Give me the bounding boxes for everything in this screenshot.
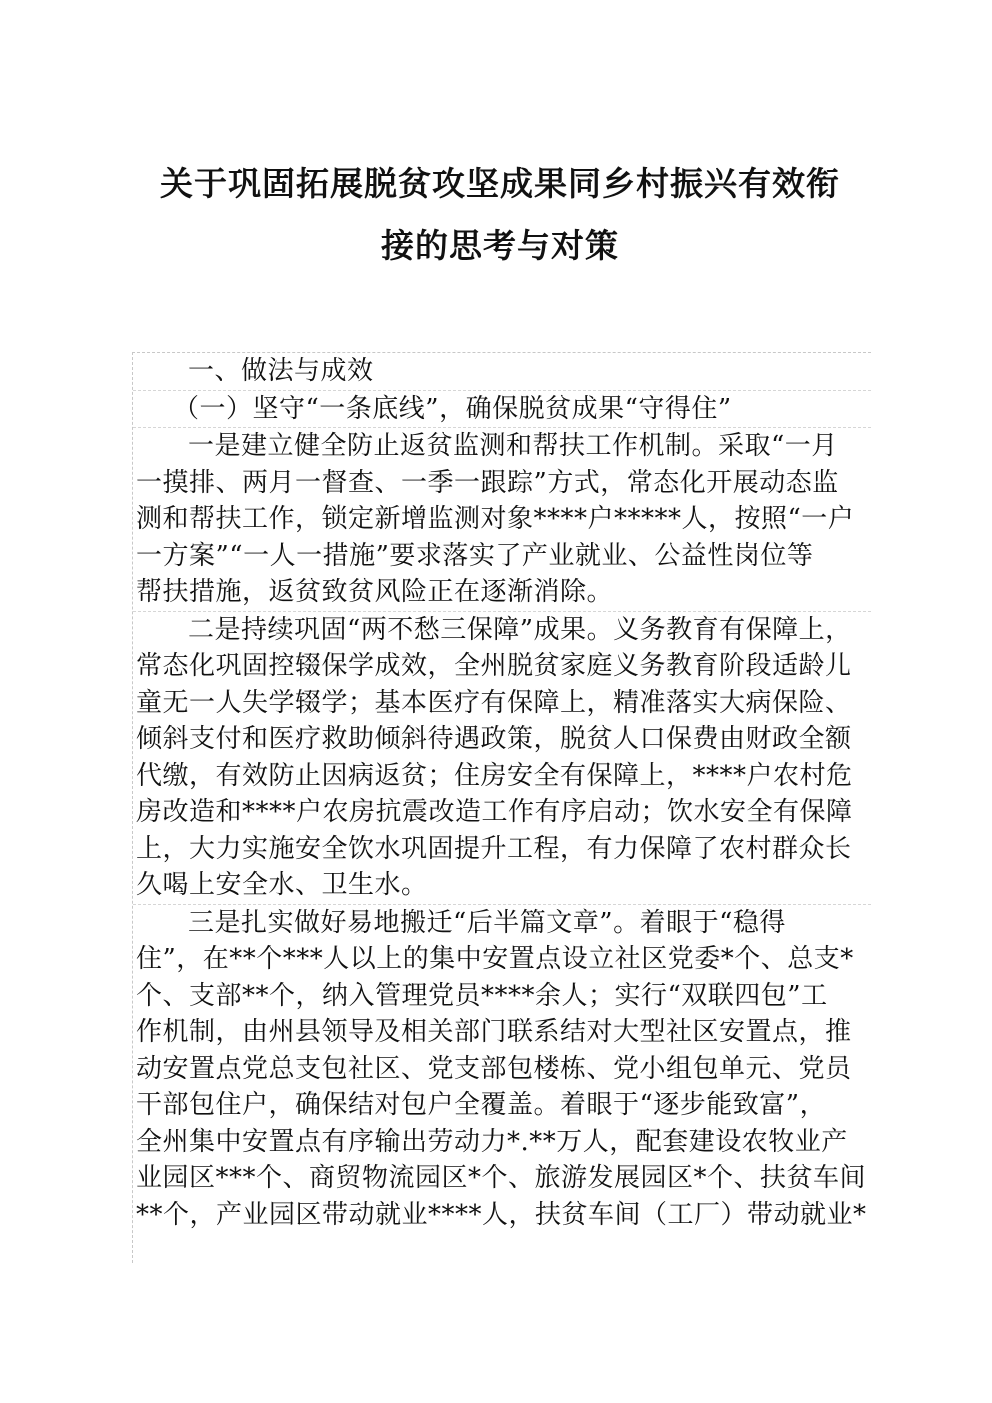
paragraph-line: 常态化巩固控辍保学成效，全州脱贫家庭义务教育阶段适龄儿 [136, 651, 852, 681]
document-title-line-1: 关于巩固拓展脱贫攻坚成果同乡村振兴有效衔 [160, 164, 840, 203]
paragraph-2 [133, 612, 871, 905]
paragraph-line: 一摸排、两月一督查、一季一跟踪”方式，常态化开展动态监 [136, 467, 839, 498]
paragraph-line: 一方案”“一人一措施”要求落实了产业就业、公益性岗位等 [136, 540, 814, 571]
paragraph-line: 动安置点党总支包社区、党支部包楼栋、党小组包单元、党员 [136, 1053, 852, 1084]
document-body [132, 352, 871, 1263]
paragraph-line: 房改造和****户农房抗震改造工作有序启动；饮水安全有保障 [136, 797, 853, 827]
paragraph-line: 作机制，由州县领导及相关部门联系结对大型社区安置点，推 [136, 1017, 852, 1047]
paragraph-line: 全州集中安置点有序输出劳动力*.**万人，配套建设农牧业产 [136, 1126, 848, 1157]
paragraph-line: 干部包住户，确保结对包户全覆盖。着眼于“逐步能致富”， [136, 1090, 827, 1120]
subheading: （一）坚守“一条底线”，确保脱贫成果“守得住” [133, 391, 871, 429]
paragraph-line: 代缴，有效防止因病返贫；住房安全有保障上，****户农村危 [136, 760, 853, 791]
paragraph-line: 倾斜支付和医疗救助倾斜待遇政策，脱贫人口保费由财政全额 [136, 724, 852, 754]
section-heading: 一、做法与成效 [133, 353, 871, 391]
paragraph-line: 上，大力实施安全饮水巩固提升工程，有力保障了农村群众长 [136, 833, 852, 864]
paragraph-line: 个、支部**个，纳入管理党员****余人；实行“双联四包”工 [136, 980, 828, 1011]
paragraph-line: 一是建立健全防止返贫监测和帮扶工作机制。采取“一月 [188, 431, 838, 461]
paragraph-3 [133, 905, 871, 1234]
document-title-line-2: 接的思考与对策 [381, 226, 619, 265]
paragraph-line: 三是扎实做好易地搬迁“后半篇文章”。着眼于“稳得 [188, 907, 786, 938]
paragraph-line: 二是持续巩固“两不愁三保障”成果。义务教育有保障上， [188, 614, 852, 645]
paragraph-line: 久喝上安全水、卫生水。 [133, 867, 871, 905]
paragraph-line: **个，产业园区带动就业****人，扶贫车间（工厂）带动就业* [136, 1199, 867, 1230]
paragraph-line: 住”，在**个***人以上的集中安置点设立社区党委*个、总支* [136, 944, 854, 974]
paragraph-line: 测和帮扶工作，锁定新增监测对象****户*****人，按照“一户 [136, 504, 855, 534]
paragraph-1 [133, 428, 871, 612]
paragraph-line: 童无一人失学辍学；基本医疗有保障上，精准落实大病保险、 [136, 687, 852, 718]
paragraph-line: 业园区***个、商贸物流园区*个、旅游发展园区*个、扶贫车间 [136, 1163, 867, 1193]
paragraph-line: 帮扶措施，返贫致贫风险正在逐渐消除。 [133, 574, 871, 612]
